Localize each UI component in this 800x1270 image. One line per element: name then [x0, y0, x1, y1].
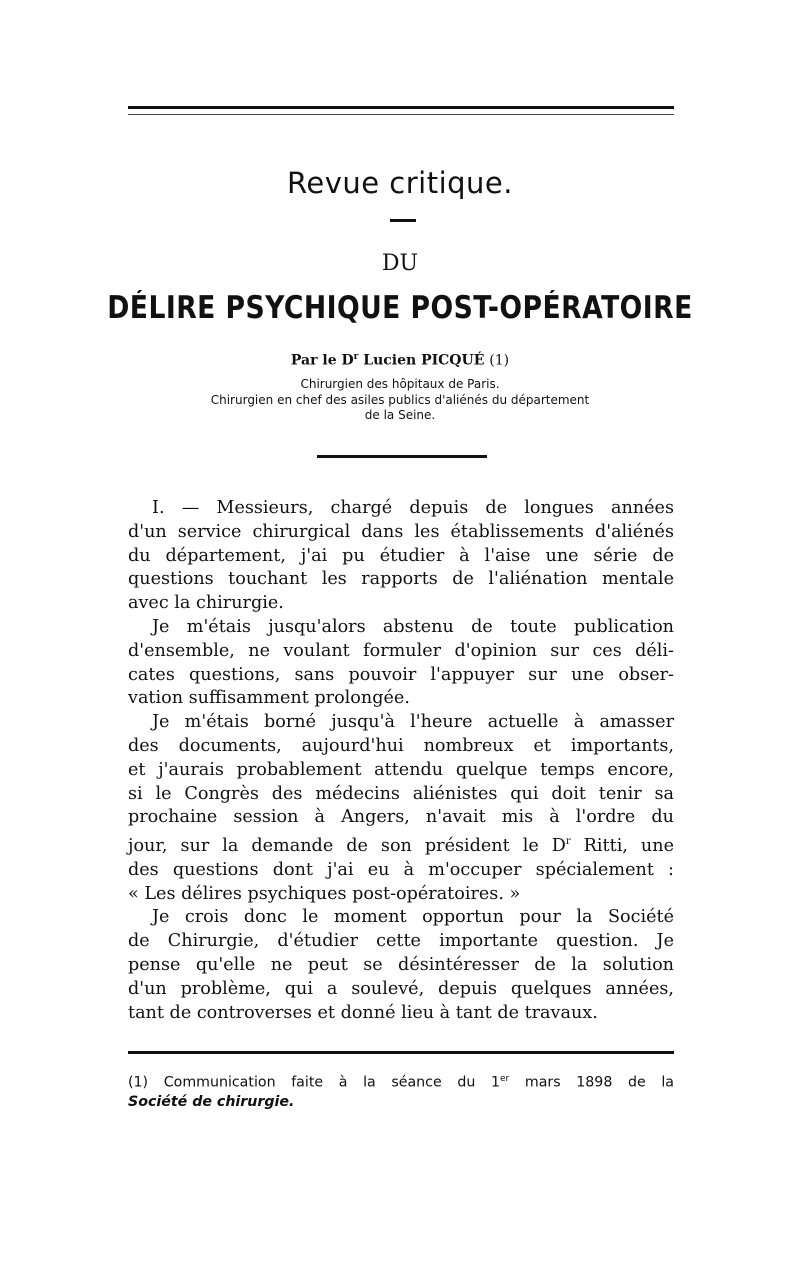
body-line: pense qu'elle ne peut se désintéresser de la solution [128, 955, 674, 975]
body-line: si le Congrès des médecins aliénistes qui doit tenir sa [128, 783, 674, 804]
body-line: de Chirurgie, d'étudier cette importante question. Je [128, 931, 674, 952]
footnote [128, 1070, 674, 1112]
affiliation-line: Chirurgien des hôpitaux de Paris. [300, 377, 500, 391]
article-body [128, 497, 674, 1025]
body-line: tant de controverses et donné lieu à tant de travaux. [128, 1002, 598, 1023]
body-line: avec la chirurgie. [128, 593, 284, 614]
footnote-ref: (1) [489, 352, 510, 369]
body-line-part: Ritti, une [570, 836, 675, 857]
separator-rule [317, 455, 487, 458]
body-line: vation suffisamment prolongée. [128, 688, 410, 709]
body-line: Je m'étais borné jusqu'à l'heure actuelle à amasser [152, 712, 674, 733]
body-line: des documents, aujourd'hui nombreux et importants, [128, 735, 674, 756]
body-line: cates questions, sans pouvoir l'appuyer sur une obser- [128, 664, 674, 685]
body-line-part: jour, sur la demande de son président le D [128, 836, 566, 857]
footnote-line [128, 1070, 674, 1093]
body-line-with-sup [128, 830, 674, 859]
pre-title: DU [381, 251, 419, 276]
affiliation-line: Chirurgien en chef des asiles publics d'aliénés du département [210, 393, 590, 407]
body-line: Je crois donc le moment opportun pour la Société [152, 907, 674, 928]
section-title: Revue critique. [287, 166, 513, 200]
author-prefix-sup: r [353, 352, 359, 362]
footnote-part: (1) Communication faite à la séance du 1 [128, 1074, 500, 1091]
body-line: d'un service chirurgical dans les établissements d'aliénés [128, 521, 674, 542]
body-line: d'ensemble, ne voulant formuler d'opinion sur ces déli- [128, 640, 674, 661]
body-line: du département, j'ai pu étudier à l'aise une série de [128, 545, 674, 566]
article-title: DÉLIRE PSYCHIQUE POST-OPÉRATOIRE [107, 290, 693, 326]
body-line: « Les délires psychiques post-opératoires. » [128, 883, 521, 904]
body-line: Je m'étais jusqu'alors abstenu de toute publication [152, 616, 674, 637]
body-line: I. — Messieurs, chargé depuis de longues années [152, 498, 674, 518]
title-dash [390, 219, 416, 222]
footnote-line: Société de chirurgie. [128, 1093, 295, 1110]
body-line: des questions dont j'ai eu à m'occuper spécialement : [128, 859, 674, 880]
top-rule [128, 106, 674, 109]
body-line: et j'aurais probablement attendu quelque temps encore, [128, 759, 674, 780]
author-prefix: Par le D [290, 352, 354, 369]
body-line: d'un problème, qui a soulevé, depuis quelques années, [128, 978, 674, 999]
footnote-part: mars 1898 de la [509, 1074, 674, 1091]
footnote-sup: er [499, 1074, 510, 1084]
author-name: Lucien PICQUÉ [363, 352, 485, 369]
body-line: questions touchant les rapports de l'aliénation mentale [128, 569, 674, 590]
top-rule-thin [128, 114, 674, 115]
author-line [0, 352, 800, 369]
body-line-sup: r [565, 836, 571, 848]
footnote-rule [128, 1051, 674, 1054]
body-line: prochaine session à Angers, n'avait mis à l'ordre du [128, 807, 674, 828]
affiliation-line: de la Seine. [364, 408, 436, 422]
